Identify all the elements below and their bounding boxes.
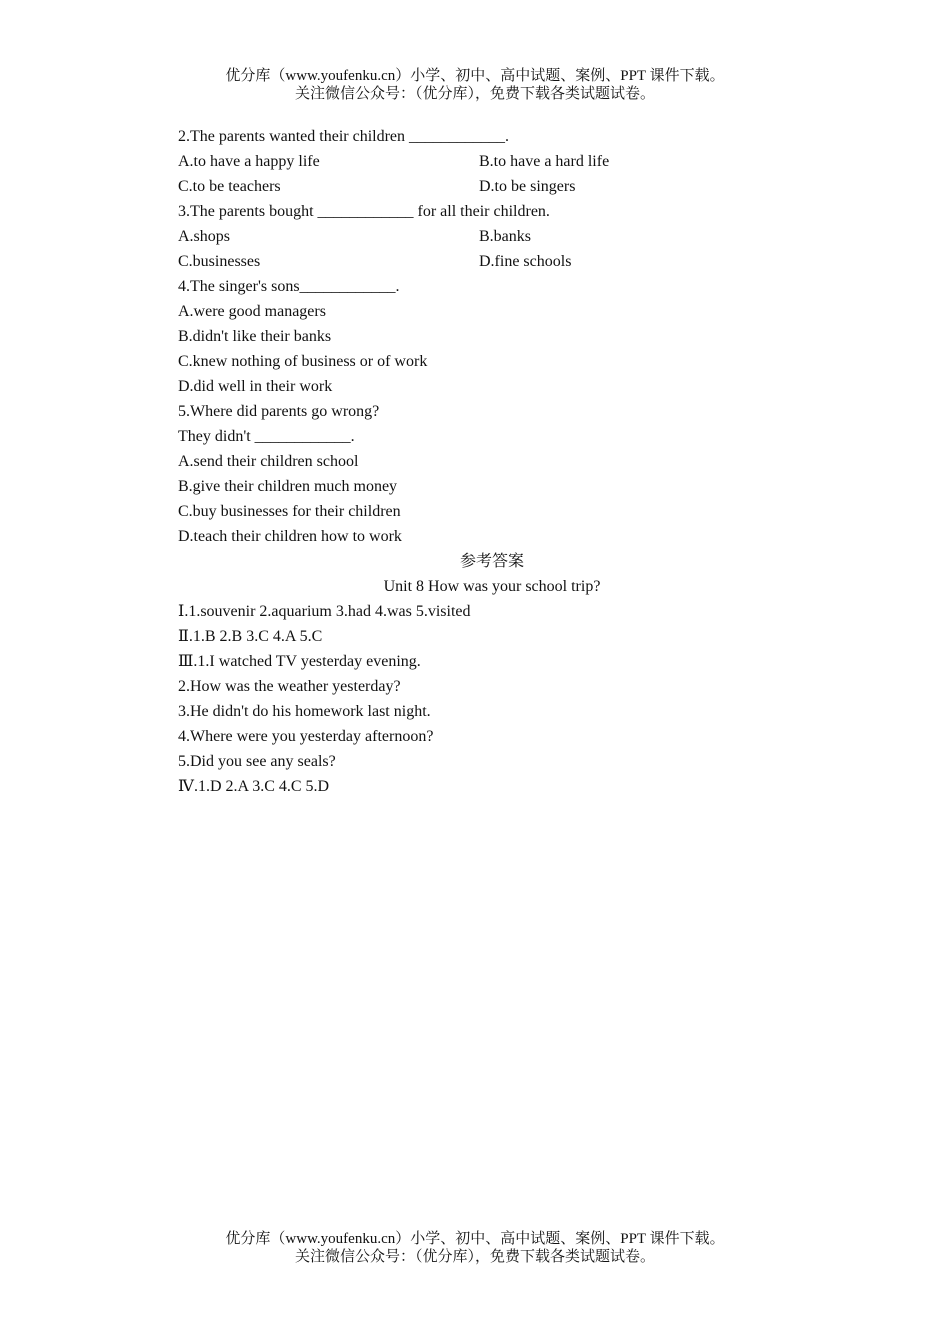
q4-option-c: C.knew nothing of business or of work — [178, 353, 428, 370]
q3-option-a: A.shops — [178, 228, 231, 245]
answer-line: 5.Did you see any seals? — [178, 753, 336, 770]
q5-option-a: A.send their children school — [178, 453, 359, 470]
q3-option-b: B.banks — [479, 228, 531, 245]
q2-option-c: C.to be teachers — [178, 178, 281, 195]
q5-stem: 5.Where did parents go wrong? — [178, 403, 380, 420]
answer-line: Ⅲ.1.I watched TV yesterday evening. — [178, 653, 421, 670]
q5-option-b: B.give their children much money — [178, 478, 398, 495]
answers-unit-title: Unit 8 How was your school trip? — [383, 578, 601, 595]
q4-option-a: A.were good managers — [178, 303, 326, 320]
q4-stem: 4.The singer's sons____________. — [178, 278, 400, 295]
q5-option-d: D.teach their children how to work — [178, 528, 402, 545]
q2-option-a: A.to have a happy life — [178, 153, 320, 170]
answer-line: Ⅱ.1.B 2.B 3.C 4.A 5.C — [178, 628, 323, 645]
q2-stem: 2.The parents wanted their children ____________. — [178, 128, 510, 145]
document-body — [178, 124, 778, 799]
q3-options-row-1 — [178, 224, 778, 249]
header-line-1: 优分库（www.youfenku.cn）小学、初中、高中试题、案例、PPT 课件下载。 — [225, 68, 725, 84]
q5-option-c: C.buy businesses for their children — [178, 503, 401, 520]
answer-line: Ⅰ.1.souvenir 2.aquarium 3.had 4.was 5.visited — [178, 603, 471, 620]
answers-title: 参考答案 — [459, 553, 524, 570]
q2-option-b: B.to have a hard life — [479, 153, 610, 170]
q2-options-row-2 — [178, 174, 778, 199]
footer-line-2: 关注微信公众号：（优分库），免费下载各类试题试卷。 — [294, 1249, 655, 1265]
q3-options-row-2 — [178, 249, 778, 274]
page-footer — [0, 1230, 950, 1266]
answer-line: Ⅳ.1.D 2.A 3.C 4.C 5.D — [178, 778, 330, 795]
header-line-2: 关注微信公众号：（优分库），免费下载各类试题试卷。 — [294, 86, 655, 102]
q3-option-d: D.fine schools — [479, 253, 572, 270]
footer-line-1: 优分库（www.youfenku.cn）小学、初中、高中试题、案例、PPT 课件下载。 — [225, 1231, 725, 1247]
q2-options-row-1 — [178, 149, 778, 174]
q2-option-d: D.to be singers — [479, 178, 576, 195]
answer-line: 2.How was the weather yesterday? — [178, 678, 401, 695]
q3-stem: 3.The parents bought ____________ for all their children. — [178, 203, 550, 220]
answer-line: 3.He didn't do his homework last night. — [178, 703, 431, 720]
q4-option-b: B.didn't like their banks — [178, 328, 332, 345]
q3-option-c: C.businesses — [178, 253, 261, 270]
q5-stem-2: They didn't ____________. — [178, 428, 355, 445]
answer-line: 4.Where were you yesterday afternoon? — [178, 728, 434, 745]
page-header — [0, 67, 950, 103]
q4-option-d: D.did well in their work — [178, 378, 333, 395]
